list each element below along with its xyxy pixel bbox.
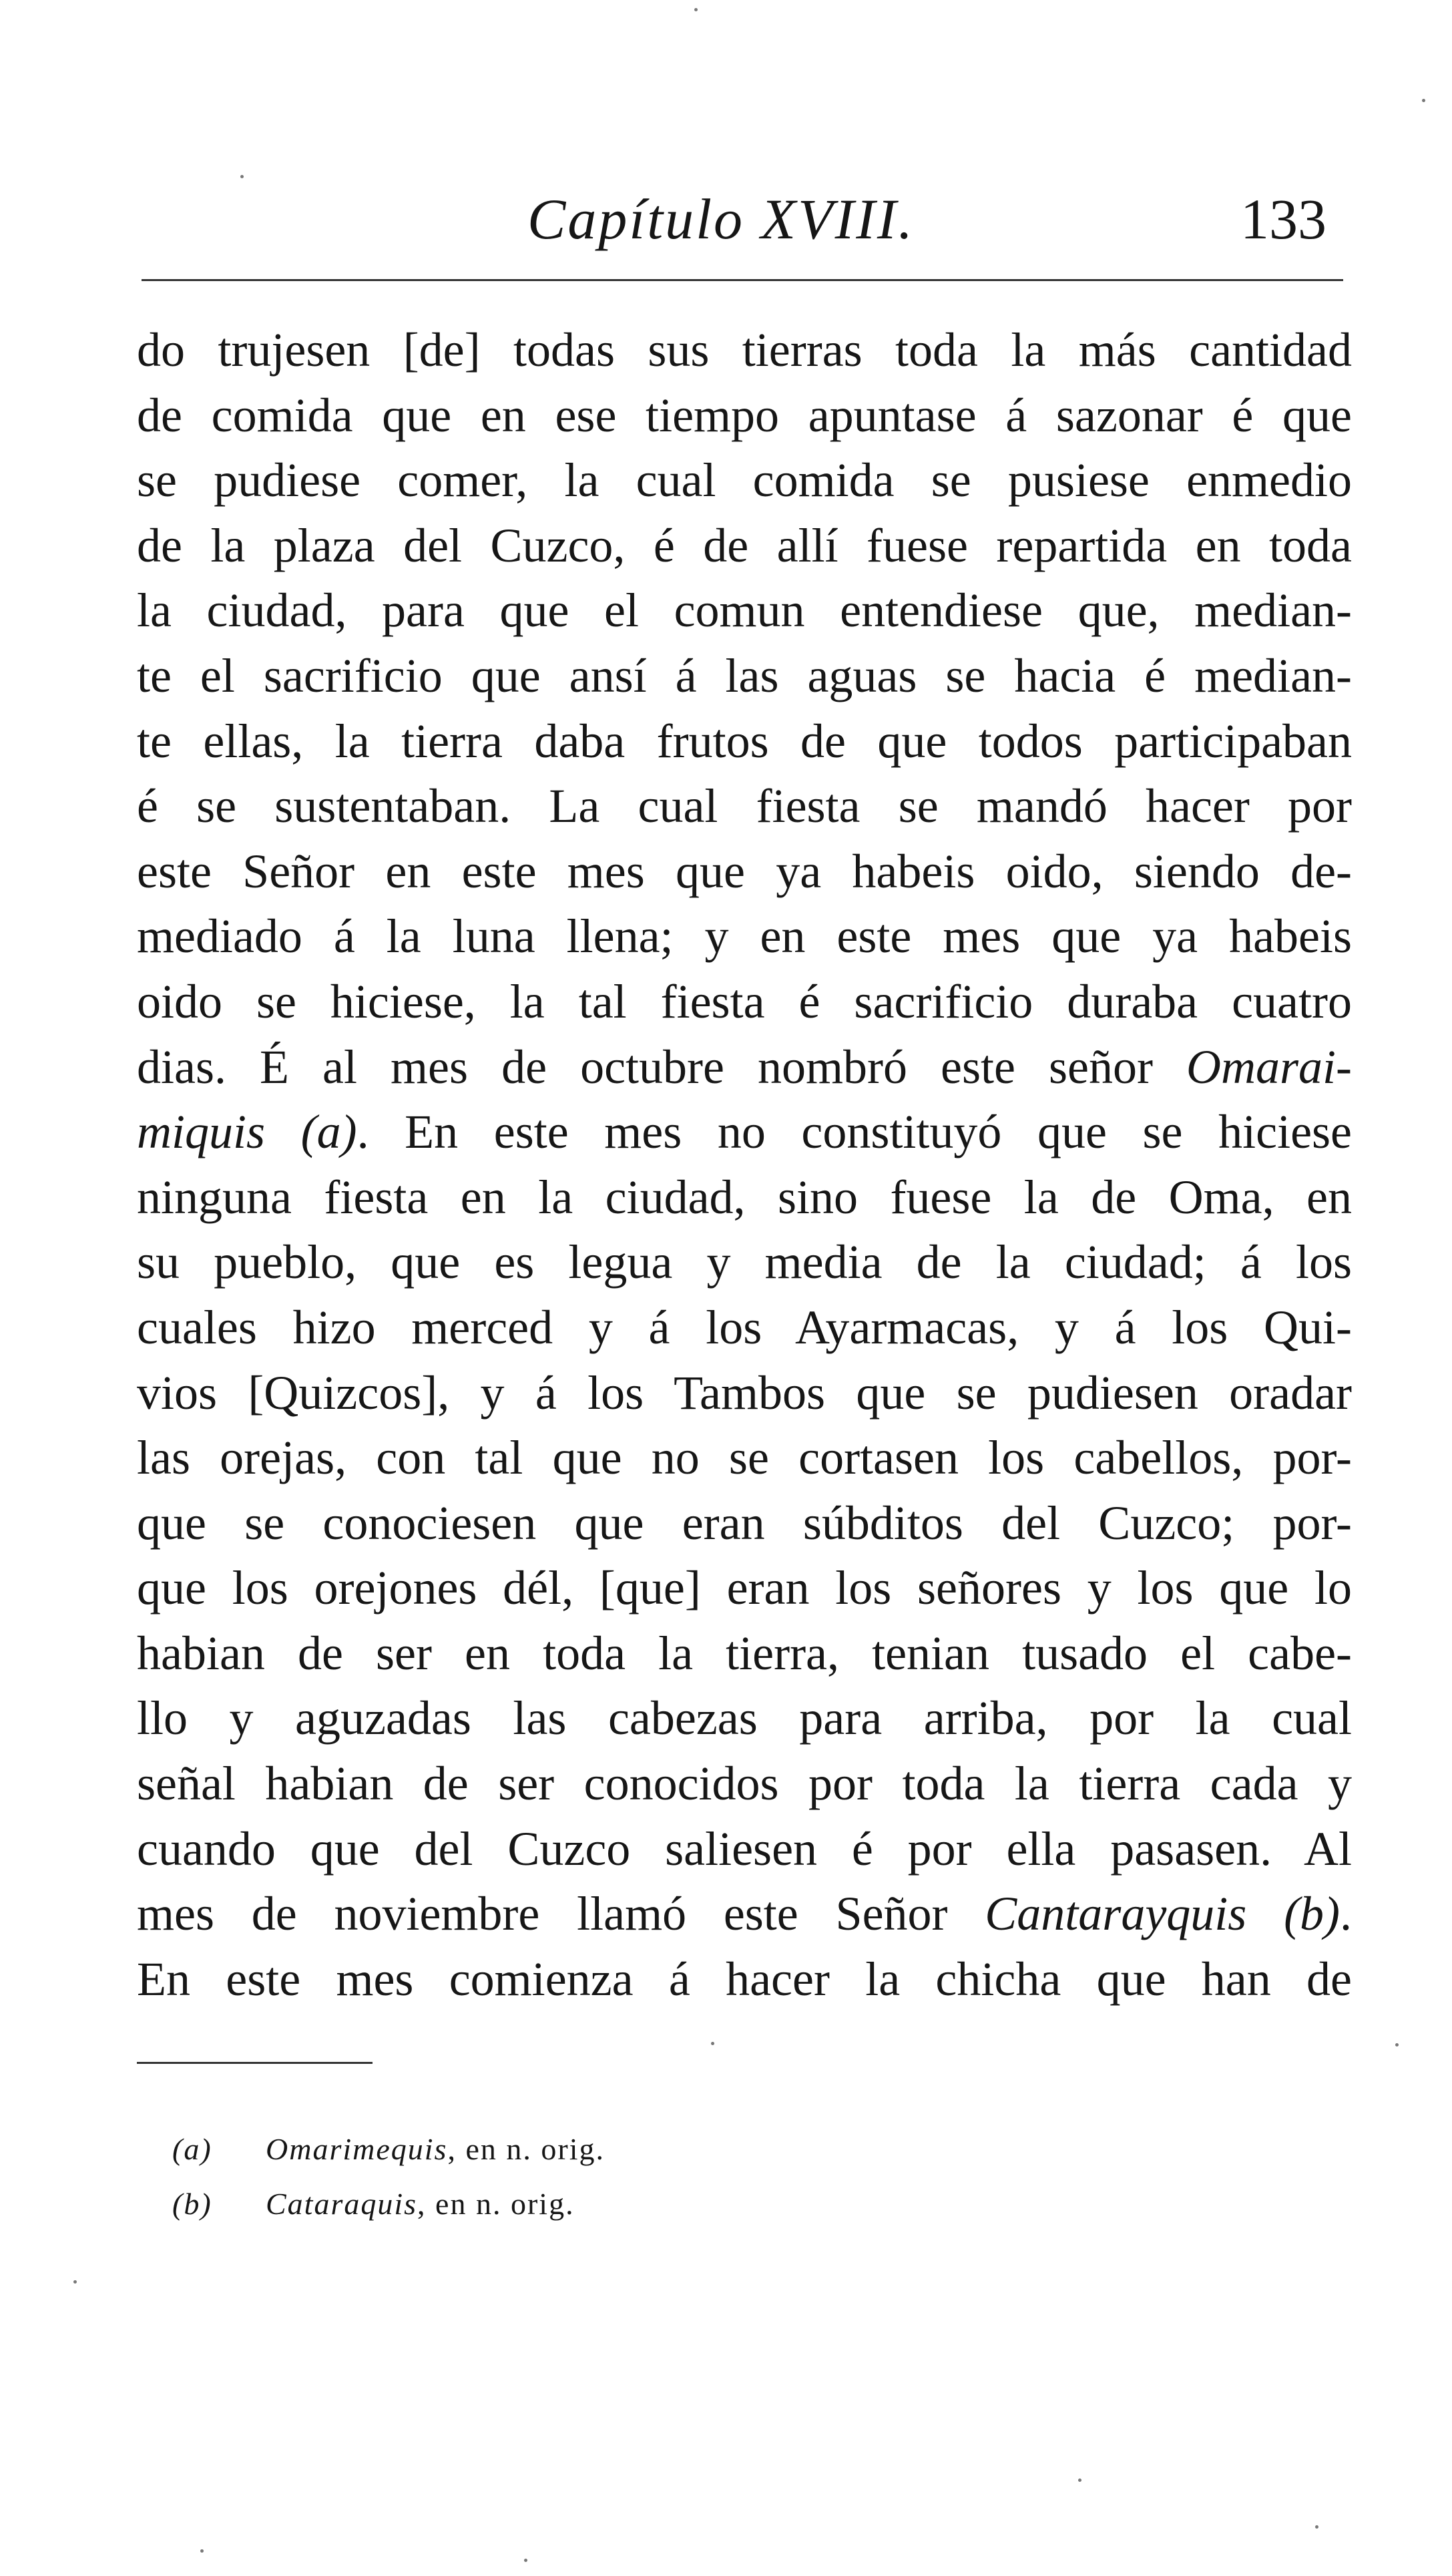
scan-speck — [73, 2280, 77, 2284]
scan-speck — [1422, 99, 1425, 102]
line-text: . — [1340, 1887, 1353, 1941]
text-line: este Señor en este mes que ya habeis oido, siendo de- — [137, 844, 1352, 898]
scan-speck — [240, 175, 244, 178]
header-rule — [142, 279, 1343, 281]
text-line — [137, 1035, 1352, 1100]
footnote-reference: (b) — [1284, 1887, 1341, 1941]
scan-speck — [711, 2042, 714, 2045]
text-line: mediado á la luna llena; y en este mes que ya habeis — [137, 909, 1352, 963]
text-line — [137, 1882, 1352, 1947]
line-text: dias. É al mes de octubre nombró este señor — [137, 1040, 1153, 1094]
footnote-note: , en n. orig. — [447, 2132, 605, 2166]
footnote-rule — [137, 2062, 373, 2064]
text-line: do trujesen [de] todas sus tierras toda la más cantidad — [137, 323, 1352, 377]
text-line — [137, 1100, 1352, 1165]
scan-speck — [1395, 2043, 1399, 2047]
italic-name: Cantarayquis — [985, 1887, 1247, 1941]
footnote-term: Cataraquis — [266, 2187, 418, 2221]
text-line: vios [Quizcos], y á los Tambos que se pudiesen oradar — [137, 1365, 1352, 1420]
footnote-mark: (a) — [172, 2132, 212, 2166]
running-title: Capítulo XVIII. — [527, 187, 915, 251]
italic-name: Omarai- — [1186, 1040, 1353, 1094]
scan-speck — [694, 8, 698, 11]
text-line: que se conociesen que eran súbditos del Cuzco; por- — [137, 1496, 1352, 1550]
footnotes — [172, 2122, 605, 2231]
scan-speck — [524, 2559, 527, 2562]
text-line: oido se hiciese, la tal fiesta é sacrificio duraba cuatro — [137, 974, 1352, 1028]
footnote — [172, 2122, 605, 2177]
text-line: su pueblo, que es legua y media de la ciudad; á los — [137, 1235, 1352, 1289]
text-line: ninguna fiesta en la ciudad, sino fuese la de Oma, en — [137, 1170, 1352, 1224]
text-line: cuando que del Cuzco saliesen é por ella pasasen. Al — [137, 1821, 1352, 1876]
text-line: En este mes comienza á hacer la chicha que han de — [137, 1952, 1352, 2006]
line-text: . En este mes no constituyó que se hiciese — [356, 1105, 1353, 1159]
footnote — [172, 2177, 605, 2231]
text-line: te el sacrificio que ansí á las aguas se hacia é median- — [137, 648, 1352, 702]
scan-speck — [1315, 2525, 1318, 2529]
scan-speck — [200, 2549, 204, 2553]
text-line: te ellas, la tierra daba frutos de que todos participaban — [137, 714, 1352, 768]
text-line: cuales hizo merced y á los Ayarmacas, y á los Qui- — [137, 1300, 1352, 1354]
footnote-note: , en n. orig. — [417, 2187, 575, 2221]
scan-speck — [1078, 2479, 1081, 2482]
page-number: 133 — [1240, 187, 1326, 251]
text-line: habian de ser en toda la tierra, tenian tusado el cabe- — [137, 1626, 1352, 1680]
italic-name: miquis — [137, 1105, 266, 1159]
text-line: llo y aguzadas las cabezas para arriba, por la cual — [137, 1691, 1352, 1745]
text-line: é se sustentaban. La cual fiesta se mandó hacer por — [137, 779, 1352, 833]
footnote-term: Omarimequis — [266, 2132, 448, 2166]
text-line: de comida que en ese tiempo apuntase á sazonar é que — [137, 388, 1352, 442]
body-text — [137, 318, 1352, 2012]
text-line: la ciudad, para que el comun entendiese que, median- — [137, 584, 1352, 638]
footnote-reference: (a) — [300, 1105, 357, 1159]
text-line: las orejas, con tal que no se cortasen los cabellos, por- — [137, 1431, 1352, 1485]
line-text: mes de noviembre llamó este Señor — [137, 1887, 948, 1941]
text-line: se pudiese comer, la cual comida se pusiese enmedio — [137, 453, 1352, 507]
footnote-mark: (b) — [172, 2187, 212, 2221]
text-line: señal habian de ser conocidos por toda la tierra cada y — [137, 1757, 1352, 1811]
text-line: de la plaza del Cuzco, é de allí fuese repartida en toda — [137, 518, 1352, 572]
text-line: que los orejones dél, [que] eran los señores y los que lo — [137, 1561, 1352, 1615]
